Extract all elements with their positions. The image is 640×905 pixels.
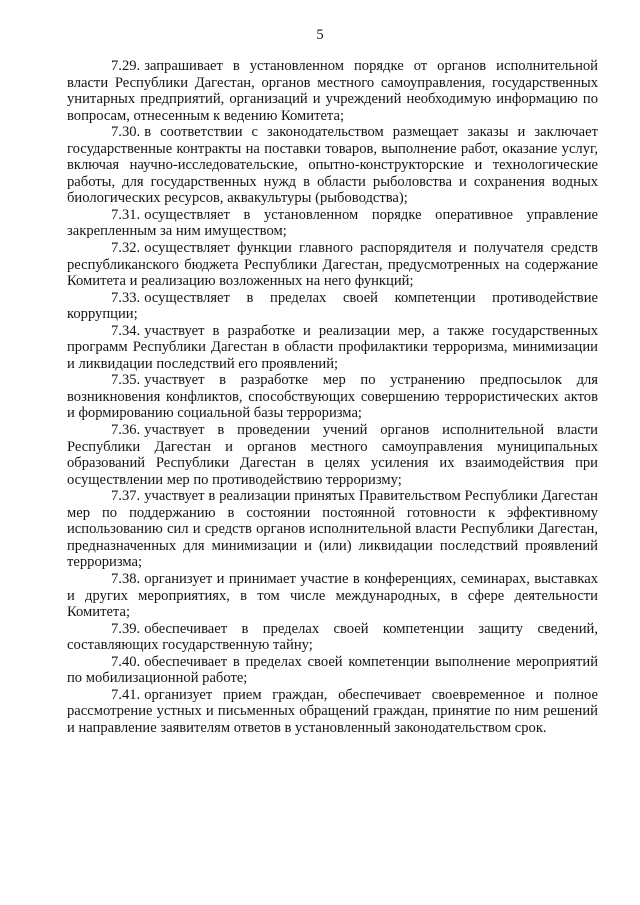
clause-number: 7.36. (111, 422, 141, 439)
clause-number: 7.38. (111, 570, 141, 587)
clause-number: 7.33. (111, 289, 141, 306)
clause-number: 7.31. (111, 206, 141, 223)
document-body (67, 58, 598, 736)
clause-text: обеспечивает в пределах своей компетенции защиту сведений, составляющих государственную тайну; (67, 620, 598, 654)
clause-7-38 (67, 571, 598, 621)
clause-7-40 (67, 654, 598, 687)
clause-7-36 (67, 422, 598, 488)
clause-text: участвует в проведении учений органов исполнительной власти Республики Дагестан и органов местного самоуправления муниципальных образований Республики Дагестан в целях усиления их взаимодействия при осуществлении мер по противодействию терроризму; (67, 422, 598, 488)
clause-number: 7.35. (111, 372, 141, 389)
clause-text: организует и принимает участие в конференциях, семинарах, выставках и других мероприятиях, в том числе международных, в сфере деятельности Комитета; (67, 570, 598, 621)
clause-7-30 (67, 124, 598, 207)
clause-text: организует прием граждан, обеспечивает своевременное и полное рассмотрение устных и письменных обращений граждан, принятие по ним решений и направление заявителям ответов в установленный законодательством срок. (67, 686, 598, 736)
clause-text: в соответствии с законодательством размещает заказы и заключает государственные контракты на поставки товаров, выполнение работ, оказание услуг, включая научно-исследовательские, опытно-конструкторские и технологические работы, для государственных нужд в области рыболовства и сохранения водных биологических ресурсов, аквакультуры (рыбоводства); (67, 124, 598, 207)
clause-text: обеспечивает в пределах своей компетенции выполнение мероприятий по мобилизационной работе; (67, 653, 598, 687)
clause-7-33 (67, 290, 598, 323)
clause-7-29 (67, 58, 598, 124)
clause-number: 7.41. (111, 686, 141, 703)
clause-text: осуществляет в установленном порядке оперативное управление закрепленным за ним имуществом; (67, 206, 598, 240)
clause-7-39 (67, 621, 598, 654)
clause-text: запрашивает в установленном порядке от органов исполнительной власти Республики Дагестан, органов местного самоуправления, государственных унитарных предприятий, организаций и учреждений необходимую информацию по вопросам, отнесенным к ведению Комитета; (67, 58, 598, 124)
clause-text: участвует в разработке мер по устранению предпосылок для возникновения конфликтов, способствующих совершению террористических актов и формированию социальной базы терроризма; (67, 372, 598, 422)
clause-number: 7.30. (111, 124, 141, 141)
clause-7-41 (67, 687, 598, 737)
clause-number: 7.37. (111, 488, 141, 505)
clause-text: осуществляет функции главного распорядителя и получателя средств республиканского бюджета Республики Дагестан, предусмотренных на содержание Комитета и реализацию возложенных на него функций; (67, 240, 598, 290)
clause-7-34 (67, 323, 598, 373)
clause-number: 7.34. (111, 322, 141, 339)
clause-number: 7.32. (111, 240, 141, 257)
clause-7-31 (67, 207, 598, 240)
clause-text: участвует в разработке и реализации мер, а также государственных программ Республики Дагестан в области профилактики терроризма, минимизации и ликвидации последствий его проявлений; (67, 322, 598, 372)
clause-7-35 (67, 372, 598, 422)
clause-7-37 (67, 488, 598, 571)
clause-number: 7.29. (111, 58, 141, 74)
page-number: 5 (316, 27, 324, 43)
clause-number: 7.39. (111, 620, 141, 637)
clause-7-32 (67, 240, 598, 290)
clause-number: 7.40. (111, 653, 141, 670)
clause-text: осуществляет в пределах своей компетенции противодействие коррупции; (67, 289, 598, 323)
clause-text: участвует в реализации принятых Правительством Республики Дагестан мер по поддержанию в состоянии постоянной готовности к эффективному использованию сил и средств органов исполнительной власти Республики Дагестан, предназначенных для минимизации и (или) ликвидации последствий проявлений терроризма; (67, 488, 598, 571)
